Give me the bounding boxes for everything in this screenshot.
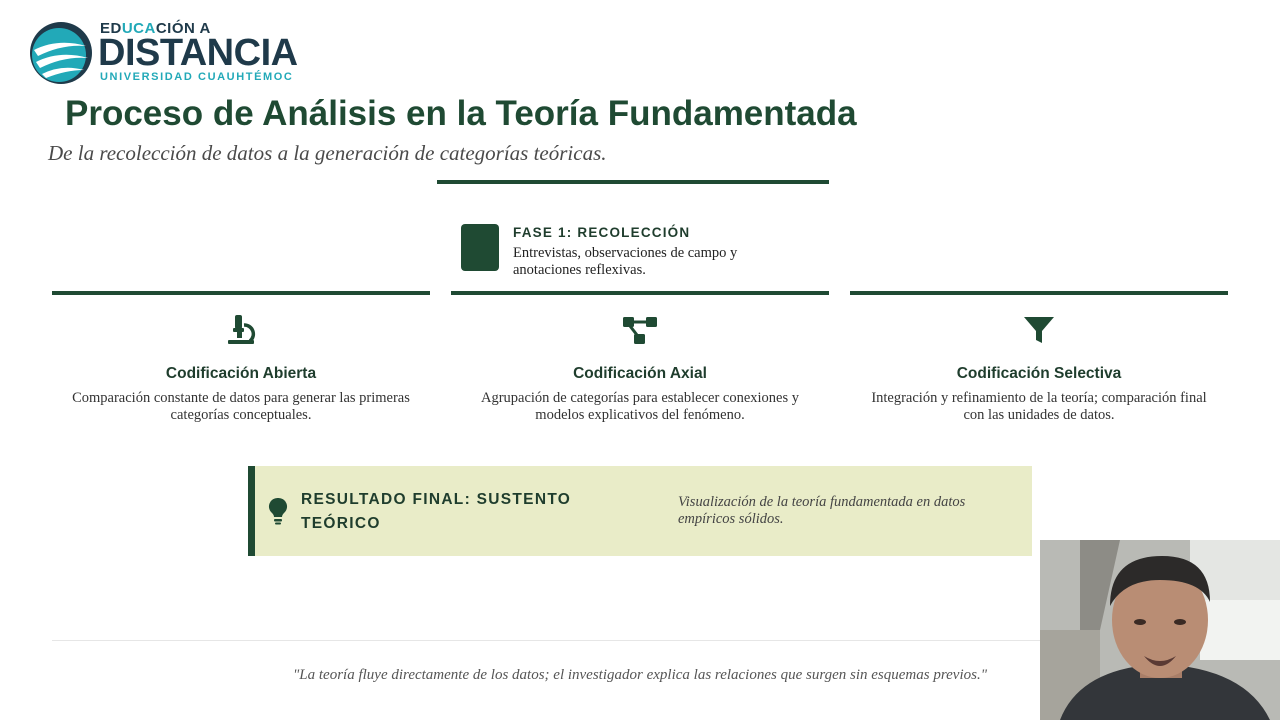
lightbulb-icon: [268, 497, 288, 525]
footer-quote: "La teoría fluye directamente de los datos; el investigador explica las relaciones que surgen sin esquemas previos.": [293, 667, 987, 683]
microscope-icon: [224, 313, 258, 347]
slide-subtitle: De la recolección de datos a la generación de categorías teóricas.: [48, 141, 607, 165]
phase1-title: FASE 1: RECOLECCIÓN: [513, 225, 691, 240]
column-selective-coding: [850, 305, 1228, 424]
column-2-divider: [451, 291, 829, 295]
logo-line-3: UNIVERSIDAD CUAUHTÉMOC: [100, 71, 294, 83]
logo-swirl-icon: [28, 20, 94, 86]
webcam-video: [1040, 540, 1280, 720]
presenter-video-image: [1040, 540, 1280, 720]
column-1-description: Comparación constante de datos para generar las primeras categorías conceptuales.: [72, 390, 410, 423]
logo-line-2: DISTANCIA: [98, 32, 298, 74]
column-1-divider: [52, 291, 430, 295]
column-2-description: Agrupación de categorías para establecer conexiones y modelos explicativos del fenómeno.: [480, 390, 800, 423]
network-icon: [622, 314, 658, 346]
column-3-divider: [850, 291, 1228, 295]
phase1-marker: [461, 224, 499, 271]
logo-line-1: EDUCACIÓN A: [100, 20, 211, 37]
column-1-heading: Codificación Abierta: [165, 365, 317, 382]
column-3-heading: Codificación Selectiva: [956, 365, 1122, 382]
column-3-description: Integración y refinamiento de la teoría; comparación final con las unidades de datos.: [871, 390, 1207, 423]
footer-divider: [52, 640, 1040, 641]
top-divider: [437, 180, 829, 184]
result-title: RESULTADO FINAL: SUSTENTO TEÓRICO: [301, 491, 572, 532]
funnel-icon: [1023, 314, 1055, 346]
column-open-coding: [52, 305, 430, 424]
column-2-heading: Codificación Axial: [573, 365, 707, 382]
phase1-description: Entrevistas, observaciones de campo y anotaciones reflexivas.: [513, 245, 738, 278]
result-description: Visualización de la teoría fundamentada en datos empíricos sólidos.: [678, 494, 966, 527]
column-axial-coding: [451, 305, 829, 424]
slide-title: Proceso de Análisis en la Teoría Fundamentada: [65, 94, 857, 133]
university-logo: [28, 18, 308, 88]
